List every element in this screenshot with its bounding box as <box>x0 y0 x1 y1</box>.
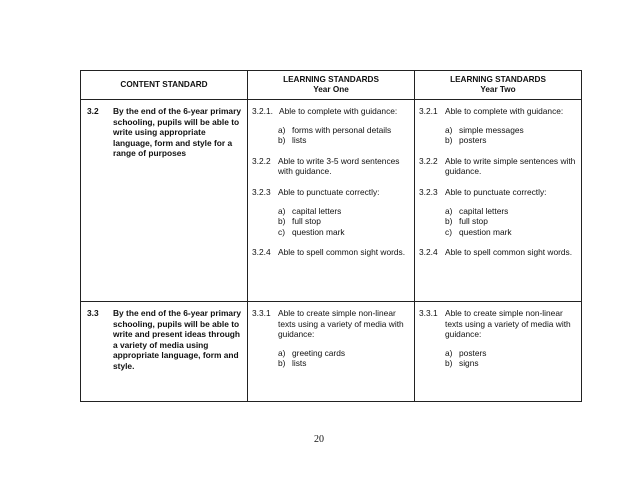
list-item-letter: b) <box>278 135 286 146</box>
list-item-text: forms with personal details <box>292 124 392 135</box>
standard-text: By the end of the 6-year primary schooling, pupils will be able to write and present ideas through a variety of media using appropriate language, form and style. <box>113 308 241 371</box>
learning-standards-list <box>248 302 414 377</box>
list-item-text: signs <box>459 358 479 369</box>
list-item <box>278 227 410 238</box>
list-item <box>445 135 577 146</box>
standard-number: 3.3 <box>87 308 99 318</box>
content-standard <box>81 100 247 165</box>
list-item-text: question mark <box>459 226 512 237</box>
learning-standard-code: 3.3.1 <box>419 308 438 318</box>
list-item-letter: c) <box>278 226 285 237</box>
list-item <box>445 358 577 369</box>
header-row <box>81 71 582 100</box>
learning-standard-items <box>252 348 410 369</box>
list-item-text: lists <box>292 135 307 146</box>
learning-standard-heading <box>419 106 577 117</box>
content-standard-cell <box>81 100 248 302</box>
list-item-letter: a) <box>278 347 286 358</box>
year-two-header-title: LEARNING STANDARDS <box>450 75 546 84</box>
year-two-cell <box>415 100 582 302</box>
list-item <box>278 348 410 359</box>
list-item-letter: a) <box>445 347 453 358</box>
learning-standard-items <box>419 348 577 369</box>
list-item-text: capital letters <box>459 205 509 216</box>
list-item-text: lists <box>292 358 307 369</box>
learning-standard-text: Able to write simple sentences with guidance. <box>445 155 576 177</box>
list-item <box>278 125 410 136</box>
learning-standard-items <box>252 125 410 146</box>
list-item-text: full stop <box>292 216 321 227</box>
learning-standard-code: 3.2.4 <box>252 247 271 258</box>
list-item <box>445 206 577 217</box>
learning-standard-heading <box>252 187 410 198</box>
learning-standards-list <box>248 100 414 266</box>
learning-standards-list <box>415 302 581 377</box>
list-item-text: question mark <box>292 226 345 237</box>
learning-standard-heading <box>252 106 410 117</box>
learning-standard-text: Able to punctuate correctly: <box>278 186 380 197</box>
learning-standard-heading <box>252 156 410 177</box>
learning-standard-text: Able to write 3-5 word sentences with guidance. <box>278 155 400 177</box>
learning-standard <box>419 106 577 146</box>
year-two-header <box>415 71 582 100</box>
list-item <box>445 216 577 227</box>
learning-standard-items <box>419 125 577 146</box>
list-item-text: posters <box>459 347 487 358</box>
list-item-letter: b) <box>278 358 286 369</box>
list-item-text: capital letters <box>292 205 342 216</box>
learning-standard-items <box>419 206 577 238</box>
list-item <box>278 135 410 146</box>
list-item <box>445 227 577 238</box>
list-item-letter: b) <box>278 216 286 227</box>
learning-standard <box>252 106 410 146</box>
learning-standard <box>252 247 410 258</box>
list-item <box>445 348 577 359</box>
learning-standard-code: 3.2.2 <box>419 155 438 166</box>
page-number: 20 <box>314 434 324 445</box>
year-one-header-year: Year One <box>313 85 349 94</box>
learning-standard-text: Able to spell common sight words. <box>278 247 406 258</box>
learning-standard-heading <box>419 187 577 198</box>
table-body <box>81 100 582 402</box>
learning-standard <box>419 308 577 369</box>
learning-standard-heading <box>419 156 577 177</box>
list-item-text: posters <box>459 135 487 146</box>
list-item-letter: a) <box>278 124 286 135</box>
year-two-header-year: Year Two <box>480 85 516 94</box>
list-item-letter: b) <box>445 358 453 369</box>
content-standard <box>81 302 247 378</box>
learning-standard <box>252 156 410 177</box>
learning-standard-text: Able to create simple non-linear texts using a variety of media with guidance: <box>278 308 404 340</box>
standards-table <box>80 70 582 402</box>
standard-number: 3.2 <box>87 106 99 116</box>
year-one-cell <box>248 100 415 302</box>
learning-standard <box>419 156 577 177</box>
learning-standard-text: Able to spell common sight words. <box>445 247 573 258</box>
year-one-cell <box>248 302 415 402</box>
learning-standard-code: 3.2.2 <box>252 155 271 166</box>
year-one-header <box>248 71 415 100</box>
table-row <box>81 100 582 302</box>
learning-standard-heading <box>252 247 410 258</box>
list-item <box>278 358 410 369</box>
learning-standard-code: 3.2.3 <box>252 186 271 197</box>
learning-standard-text: Able to punctuate correctly: <box>445 186 547 197</box>
learning-standard-heading <box>419 308 577 340</box>
learning-standard-heading <box>252 308 410 340</box>
year-one-header-title: LEARNING STANDARDS <box>283 75 379 84</box>
year-two-cell <box>415 302 582 402</box>
list-item-letter: a) <box>278 205 286 216</box>
list-item-letter: a) <box>445 124 453 135</box>
list-item-text: simple messages <box>459 124 524 135</box>
learning-standard-code: 3.2.4 <box>419 247 438 258</box>
learning-standard <box>419 187 577 237</box>
list-item-letter: a) <box>445 205 453 216</box>
learning-standard <box>252 187 410 237</box>
table-row <box>81 302 582 402</box>
learning-standard-text: Able to create simple non-linear texts using a variety of media with guidance: <box>445 308 571 340</box>
list-item-text: full stop <box>459 216 488 227</box>
list-item-letter: b) <box>445 135 453 146</box>
learning-standard-code: 3.3.1 <box>252 308 271 318</box>
learning-standard <box>252 308 410 369</box>
learning-standard-code: 3.2.3 <box>419 186 438 197</box>
list-item-letter: c) <box>445 226 452 237</box>
list-item-letter: b) <box>445 216 453 227</box>
content-standard-header: CONTENT STANDARD <box>81 71 248 100</box>
learning-standard-heading <box>419 247 577 258</box>
learning-standard-text: Able to complete with guidance: <box>279 106 398 116</box>
list-item <box>445 125 577 136</box>
learning-standard <box>419 247 577 258</box>
learning-standard-code: 3.2.1 <box>419 106 438 116</box>
learning-standard-text: Able to complete with guidance: <box>445 106 564 116</box>
list-item-text: greeting cards <box>292 347 346 358</box>
list-item <box>278 206 410 217</box>
learning-standards-list <box>415 100 581 266</box>
list-item <box>278 216 410 227</box>
content-standard-cell <box>81 302 248 402</box>
standard-text: By the end of the 6-year primary schooling, pupils will be able to write using appropriate language, form and style for a range of purposes <box>113 106 241 159</box>
learning-standard-items <box>252 206 410 238</box>
learning-standard-code: 3.2.1. <box>252 106 273 116</box>
